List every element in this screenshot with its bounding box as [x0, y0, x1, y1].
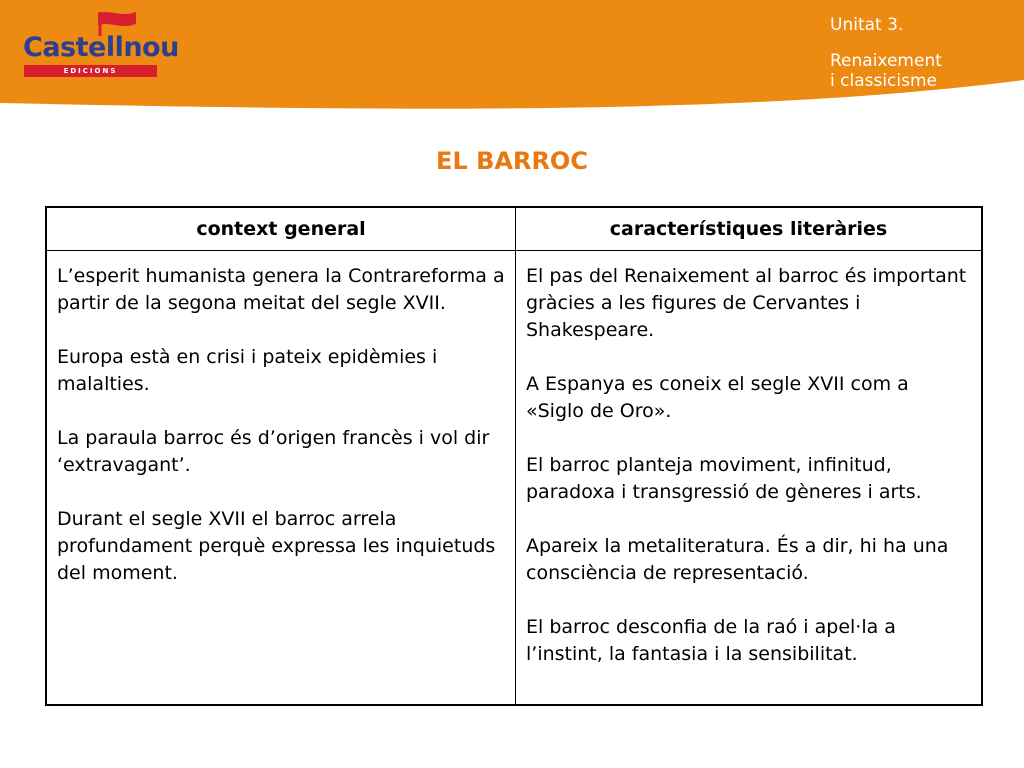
- page-title: EL BARROC: [436, 147, 588, 175]
- unit-info: [830, 14, 1015, 91]
- content-table: [45, 206, 983, 706]
- context-paragraph: La paraula barroc és d’origen francès i vol dir ‘extravagant’.: [57, 427, 490, 476]
- caracteristiques-cell: [516, 251, 981, 704]
- context-paragraph: Europa està en crisi i pateix epidèmies i malalties.: [57, 346, 438, 395]
- context-paragraph: Durant el segle XVII el barroc arrela profundament perquè expressa les inquietuds del moment.: [57, 508, 496, 584]
- caracteristiques-paragraph: El pas del Renaixement al barroc és important gràcies a les figures de Cervantes i Shakespeare.: [526, 265, 967, 341]
- context-general-cell: [47, 251, 516, 704]
- context-paragraph: L’esperit humanista genera la Contrareforma a partir de la segona meitat del segle XVII.: [57, 265, 505, 314]
- header-caracteristiques-literaries: característiques literàries: [609, 218, 888, 240]
- logo-wordmark: Castellnou: [23, 32, 179, 63]
- header-context-general: context general: [47, 208, 516, 250]
- caracteristiques-paragraph: El barroc desconfia de la raó i apel·la a l’instint, la fantasia i la sensibilitat.: [526, 616, 896, 665]
- caracteristiques-paragraph: El barroc planteja moviment, infinitud, paradoxa i transgressió de gèneres i arts.: [526, 454, 922, 503]
- unit-subtitle: Renaixement i classicisme: [830, 51, 942, 91]
- caracteristiques-paragraph: Apareix la metaliteratura. És a dir, hi ha una consciència de representació.: [526, 535, 949, 584]
- caracteristiques-paragraph: A Espanya es coneix el segle XVII com a «Siglo de Oro».: [526, 373, 909, 422]
- table-header-row: [47, 208, 981, 251]
- unit-title: Unitat 3.: [830, 15, 904, 35]
- table-body-row: [47, 251, 981, 704]
- castellnou-logo: [20, 8, 179, 78]
- logo-subtitle: EDICIONS: [63, 67, 118, 75]
- logo-bar: [24, 65, 157, 77]
